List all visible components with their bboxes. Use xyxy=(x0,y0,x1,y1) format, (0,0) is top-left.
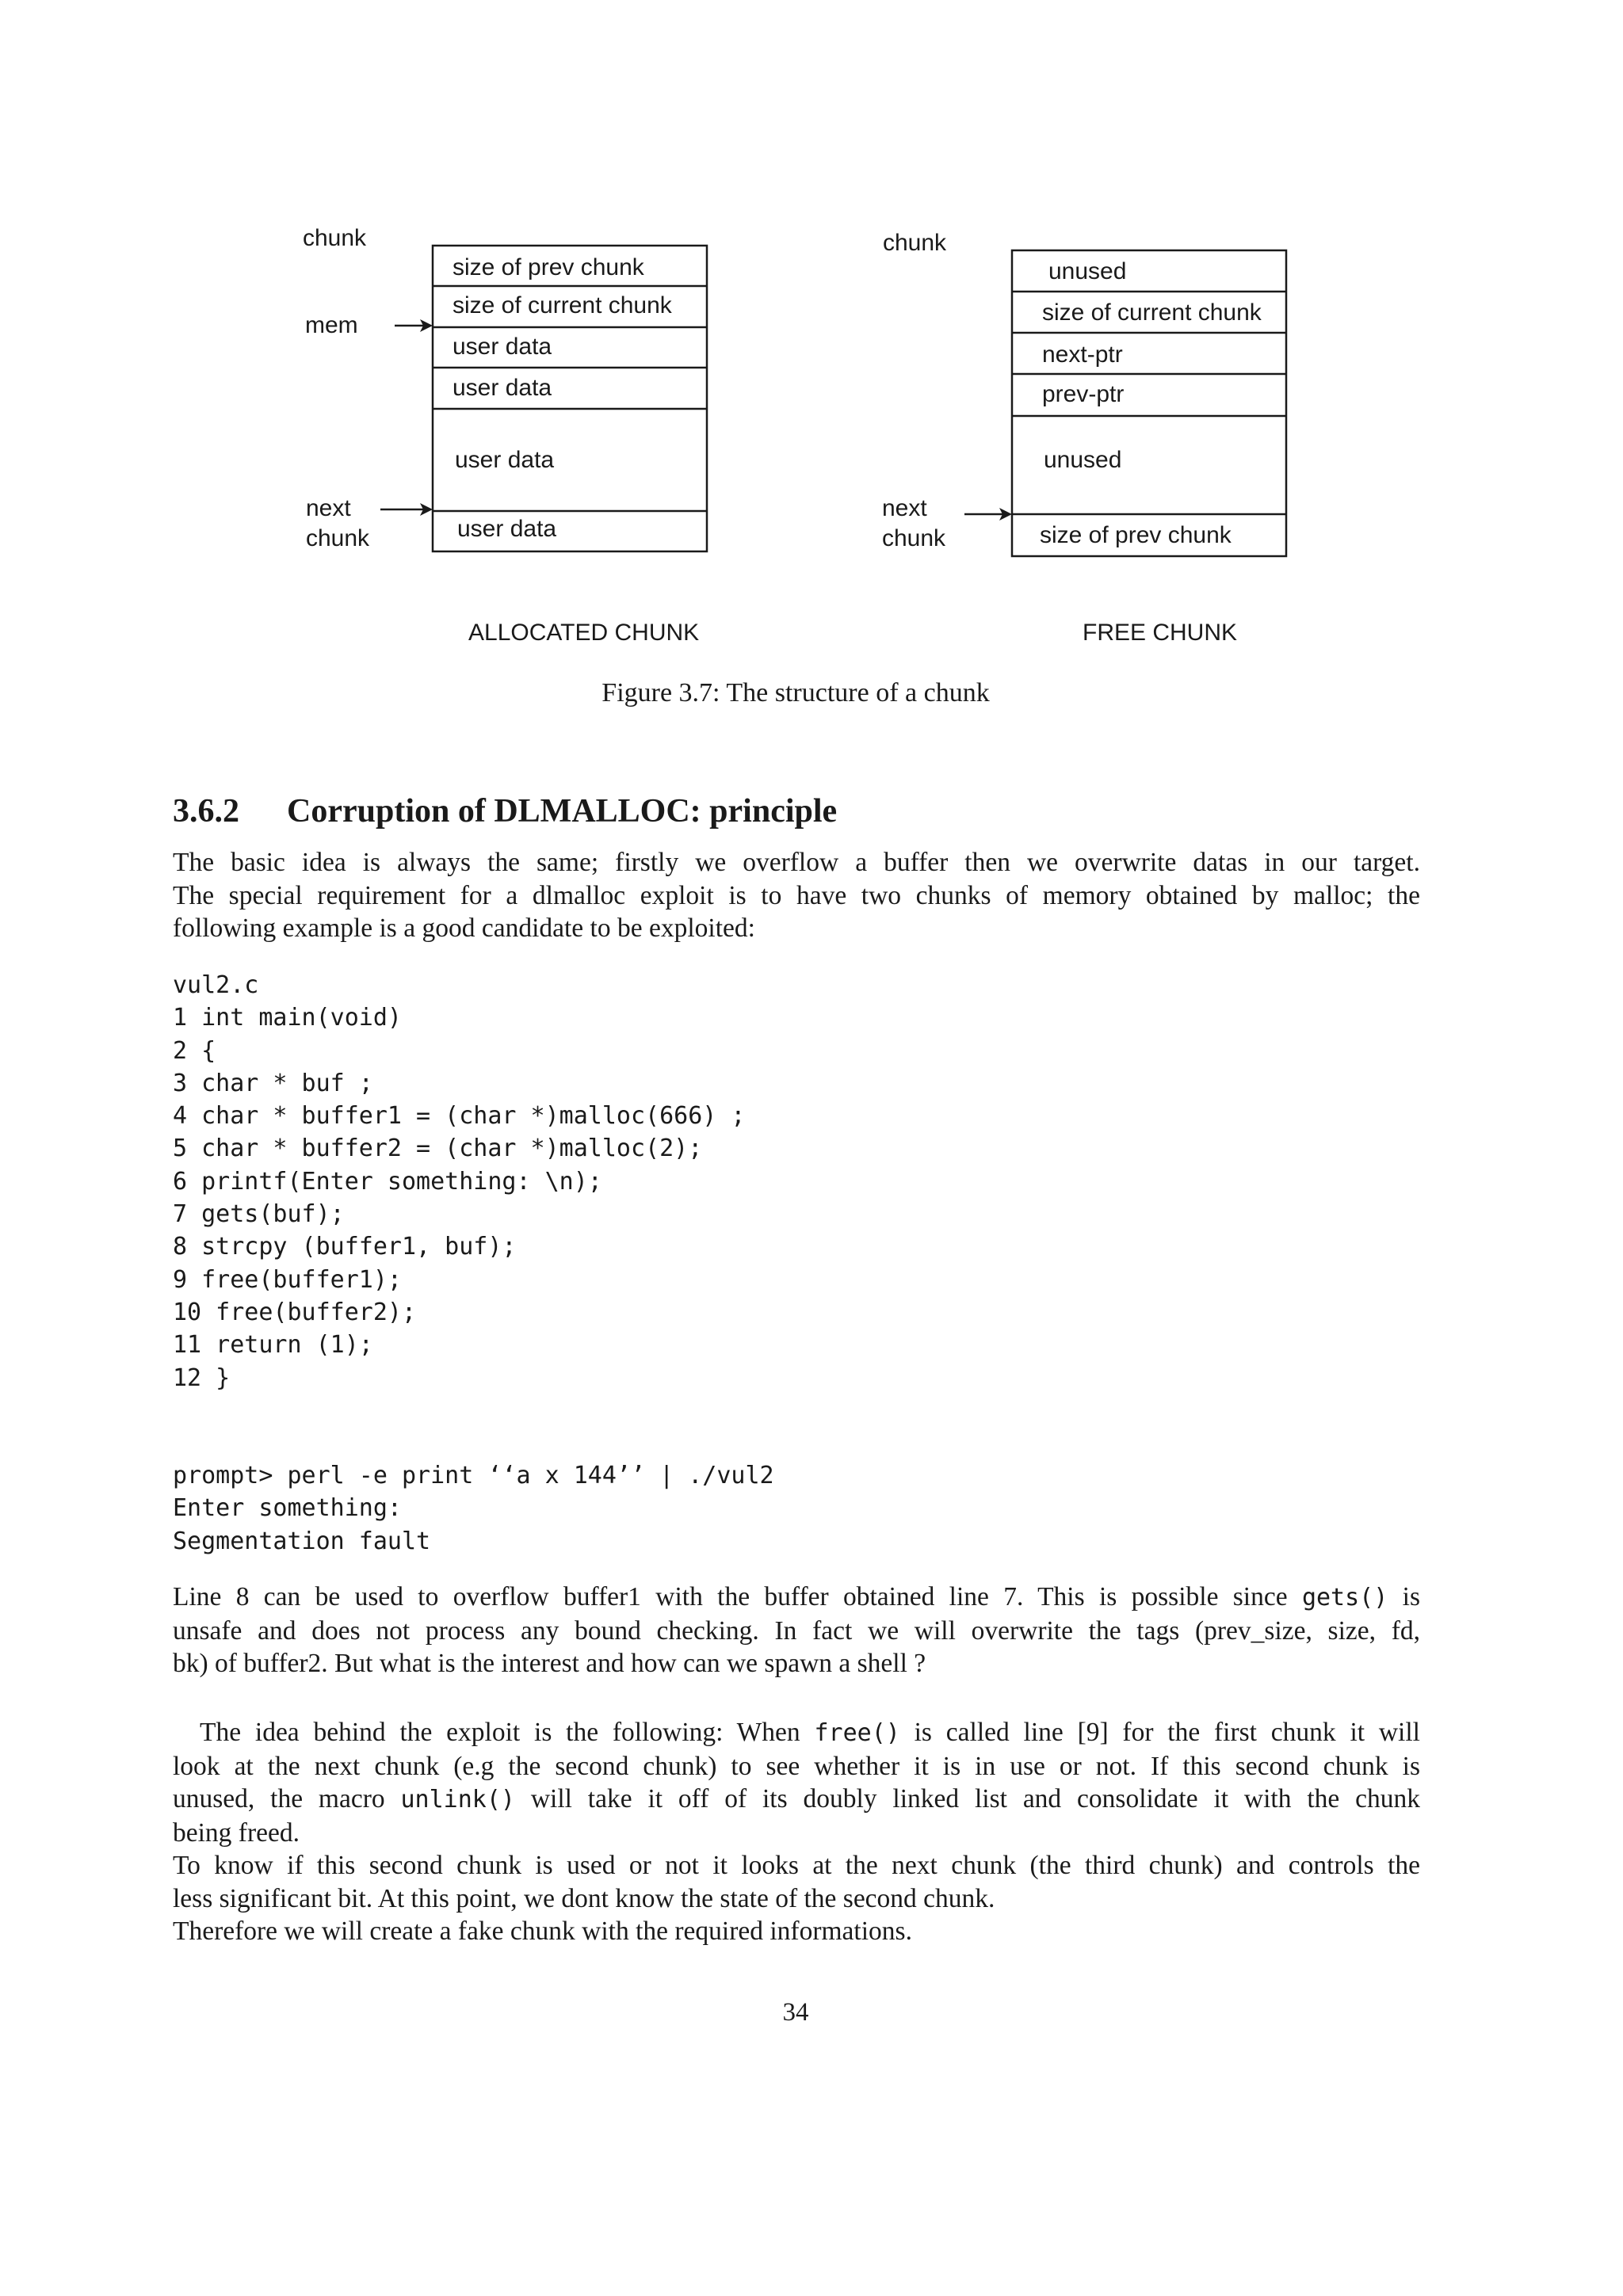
para2-line-2: unsafe and does not process any bound checking. In fact we will overwrite the tags (prev_size, size, fd, xyxy=(173,1615,1420,1646)
free-row-unused-1: unused xyxy=(1048,258,1127,284)
para3-line-6: less significant bit. At this point, we dont know the state of the second chunk. xyxy=(173,1883,995,1913)
terminal-output: prompt> perl -e print ‘‘a x 144’’ | ./vul2 Enter something: Segmentation fault xyxy=(173,1462,774,1555)
allocated-next-label: next xyxy=(306,495,351,521)
para3-line-3: unused, the macro unlink() will take it off of its doubly linked list and consolidate it with the chunk xyxy=(173,1784,1420,1814)
free-code: free() xyxy=(814,1719,900,1747)
allocated-row-user-data-1: user data xyxy=(453,334,552,360)
gets-code: gets() xyxy=(1301,1584,1388,1611)
figure-caption: Figure 3.7: The structure of a chunk xyxy=(601,678,990,707)
chunk-structure-figure xyxy=(0,0,1623,666)
para2-line-1: Line 8 can be used to overflow buffer1 with the buffer obtained line 7. This is possible since gets() is xyxy=(173,1582,1420,1611)
para3-line-7: Therefore we will create a fake chunk with the required informations. xyxy=(173,1917,912,1946)
section-title: Corruption of DLMALLOC: principle xyxy=(287,793,838,830)
intro-line-1: The basic idea is always the same; firstly we overflow a buffer then we overwrite datas in our target. xyxy=(173,848,1420,877)
allocated-row-current-size: size of current chunk xyxy=(453,292,672,318)
allocated-row-user-data-2: user data xyxy=(453,375,552,401)
page-number: 34 xyxy=(782,1998,809,2027)
allocated-row-user-data-3: user data xyxy=(455,447,555,473)
code-listing: vul2.c 1 int main(void) 2 { 3 char * buf ; 4 char * buffer1 = (char *)malloc(666) ; 5 char * buffer2 = (char *)malloc(2); 6 printf(Enter something: \n); 7 gets(buf); 8 strcpy (buffer1, buf); 9 free(buffer1); 10 free(buffer2); 11 return (1); 12 } xyxy=(173,971,746,1392)
exploit-idea-paragraph xyxy=(173,1716,1420,1948)
free-row-prev-size: size of prev chunk xyxy=(1040,522,1232,548)
free-next-label: next xyxy=(882,495,927,521)
free-row-unused-2: unused xyxy=(1044,447,1122,473)
free-row-prev-ptr: prev-ptr xyxy=(1042,381,1125,407)
free-next-chunk-label: chunk xyxy=(882,525,946,551)
allocated-next-chunk-label: chunk xyxy=(306,525,370,551)
allocated-mem-label: mem xyxy=(305,312,358,338)
allocated-row-user-data-4: user data xyxy=(457,516,557,542)
free-row-current-size: size of current chunk xyxy=(1042,299,1262,326)
free-chunk-caption: FREE CHUNK xyxy=(1083,620,1238,646)
para3-line-4: being freed. xyxy=(173,1817,300,1848)
allocated-chunk-label: chunk xyxy=(303,225,367,251)
intro-line-3: following example is a good candidate to be exploited: xyxy=(173,913,755,943)
section-number: 3.6.2 xyxy=(173,793,239,830)
para3-line-1: The idea behind the exploit is the following: When free() is called line [9] for the first chunk it will xyxy=(200,1718,1420,1747)
explanation-paragraph xyxy=(173,1581,1420,1680)
unlink-code: unlink() xyxy=(400,1786,515,1814)
free-chunk-label: chunk xyxy=(883,230,947,256)
para3-line-5: To know if this second chunk is used or not it looks at the next chunk (the third chunk) and controls the xyxy=(173,1851,1420,1880)
section-heading xyxy=(173,792,837,830)
allocated-row-prev-size: size of prev chunk xyxy=(453,254,644,280)
para3-line-2: look at the next chunk (e.g the second chunk) to see whether it is in use or not. If this second chunk is xyxy=(173,1751,1420,1781)
intro-paragraph xyxy=(173,846,1420,945)
allocated-chunk-caption: ALLOCATED CHUNK xyxy=(468,620,700,646)
para2-line-3: bk) of buffer2. But what is the interest and how can we spawn a shell ? xyxy=(173,1649,926,1678)
intro-line-2: The special requirement for a dlmalloc exploit is to have two chunks of memory obtained by malloc; the xyxy=(173,880,1420,910)
free-row-next-ptr: next-ptr xyxy=(1042,341,1123,368)
